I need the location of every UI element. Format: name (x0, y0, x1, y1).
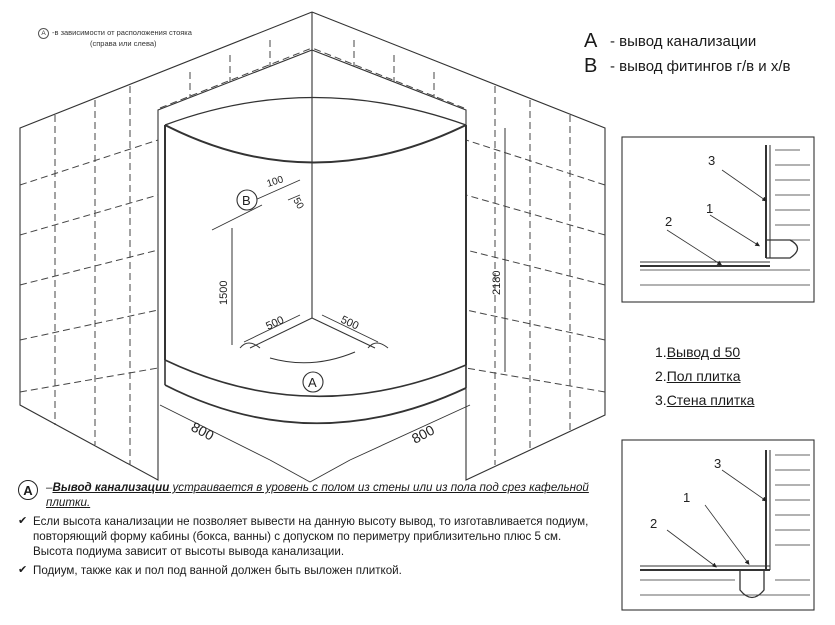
marker-b-label: B (242, 193, 251, 208)
dim-800-right: 800 (408, 421, 438, 447)
detail-bottom-n2: 2 (650, 516, 658, 531)
top-note-marker: A (38, 28, 49, 39)
legend-letter-b: B (584, 55, 598, 77)
layer-text-3: Стена плитка (666, 392, 755, 408)
dim-1500: 1500 (218, 280, 230, 305)
note-a-rest: устраивается в уровень с полом из стены или из пола под срез кафельной плитки. (46, 481, 589, 509)
layer-item-2: 2.Пол плитка (655, 368, 741, 384)
dim-100: 100 (265, 174, 285, 190)
detail-top (622, 137, 814, 302)
note-bullet-1 (18, 514, 598, 559)
legend-text-a: - вывод канализации (610, 33, 757, 50)
dim-2180: 2180 (491, 270, 503, 295)
layer-text-1: Вывод d 50 (666, 344, 741, 360)
detail-bottom-n1: 1 (683, 490, 691, 505)
marker-a-label: A (308, 375, 317, 390)
dim-800-left: 800 (188, 418, 217, 444)
detail-top-n3: 3 (708, 153, 716, 168)
dim-500-right: 500 (338, 313, 361, 333)
note-bullet-1-text: Если высота канализации не позволяет вывести на данную высоту вывод, то изготавливается подиум, повторяющий форму кабины (бокса, ванны) с допуском по периметру приблизительно плюс 5 см. Высота подиума зависит от высоты вывода канализации. (33, 515, 589, 558)
note-a-marker: A (18, 480, 38, 500)
legend-letter-a: A (584, 30, 598, 52)
note-a-row (18, 480, 598, 510)
layer-text-2: Пол плитка (666, 368, 741, 384)
note-bullet-2-text: Подиум, также как и пол под ванной должен быть выложен плиткой. (33, 564, 402, 577)
detail-top-n2: 2 (665, 214, 673, 229)
note-bullet-2 (18, 563, 598, 578)
dim-50: 50 (290, 196, 306, 212)
note-a-text: –Вывод канализации устраивается в уровень с полом из стены или из пола под срез кафельной плитки. (46, 481, 589, 509)
layer-item-1: 1.Вывод d 50 (655, 344, 741, 360)
layer-item-3: 3.Стена плитка (655, 392, 755, 408)
check-icon: ✔ (18, 515, 28, 527)
detail-bottom-n3: 3 (714, 456, 722, 471)
dim-500-left: 500 (264, 314, 286, 333)
check-icon: ✔ (18, 564, 28, 576)
top-note-line1: -в зависимости от расположения стояка (52, 28, 192, 37)
top-note-line2: (справа или слева) (90, 39, 157, 48)
layers-legend (655, 340, 754, 412)
detail-top-n1: 1 (706, 201, 714, 216)
legend-text-b: - вывод фитингов г/в и х/в (610, 58, 791, 75)
bottom-note (18, 480, 598, 578)
note-a-bold: Вывод канализации (52, 481, 170, 494)
